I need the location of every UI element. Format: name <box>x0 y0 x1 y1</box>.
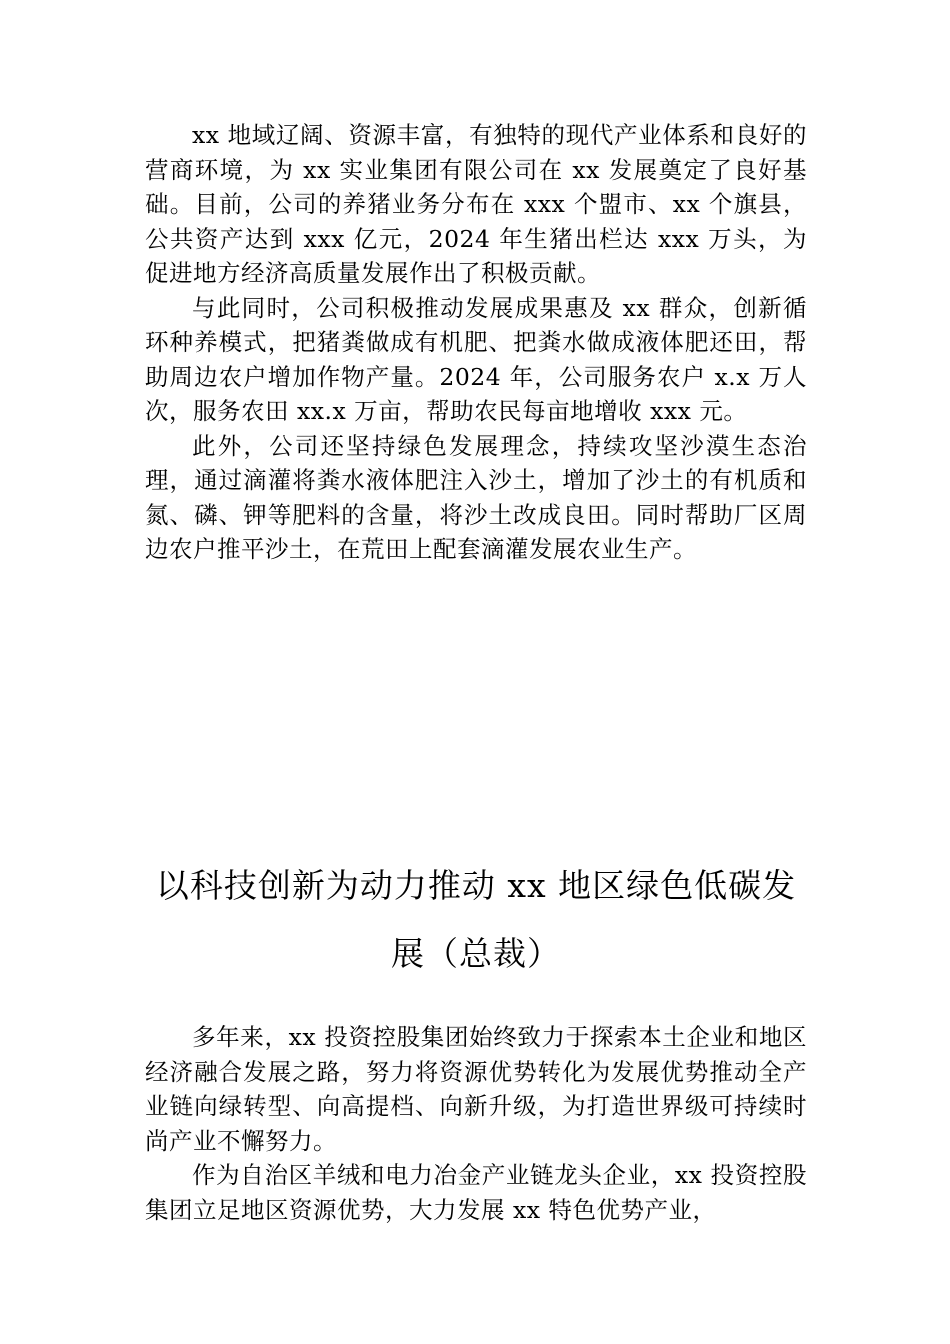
paragraph-regional-foundation: xx 地域辽阔、资源丰富，有独特的现代产业体系和良好的营商环境，为 xx 实业集团有限公司在 xx 发展奠定了良好基础。目前，公司的养猪业务分布在 xxx 个盟市、xx 个旗县，公共资产达到 xxx 亿元，2024 年生猪出栏达 xxx 万头，为促进地方经济高质量发展作出了积极贡献。 <box>145 121 807 287</box>
intro-text-block <box>145 118 807 567</box>
section-text-block <box>145 1020 807 1227</box>
paragraph-farmer-benefits: 与此同时，公司积极推动发展成果惠及 xx 群众，创新循环种养模式，把猪粪做成有机肥、把粪水做成液体肥还田，帮助周边农户增加作物产量。2024 年，公司服务农户 x.x 万人次，服务农田 xx.x 万亩，帮助农民每亩地增收 xxx 元。 <box>145 293 807 425</box>
paragraph-group-mission: 多年来，xx 投资控股集团始终致力于探索本土企业和地区经济融合发展之路，努力将资源优势转化为发展优势推动全产业链向绿转型、向高提档、向新升级，为打造世界级可持续时尚产业不懈努力。 <box>145 1023 807 1155</box>
section-title: 以科技创新为动力推动 xx 地区绿色低碳发展（总裁） <box>155 866 797 973</box>
paragraph-industry-leader: 作为自治区羊绒和电力冶金产业链龙头企业，xx 投资控股集团立足地区资源优势，大力发展 xx 特色优势产业， <box>145 1161 807 1224</box>
paragraph-desert-treatment: 此外，公司还坚持绿色发展理念，持续攻坚沙漠生态治理，通过滴灌将粪水液体肥注入沙土，增加了沙土的有机质和氮、磷、钾等肥料的含量，将沙土改成良田。同时帮助厂区周边农户推平沙土，在荒田上配套滴灌发展农业生产。 <box>145 431 807 563</box>
